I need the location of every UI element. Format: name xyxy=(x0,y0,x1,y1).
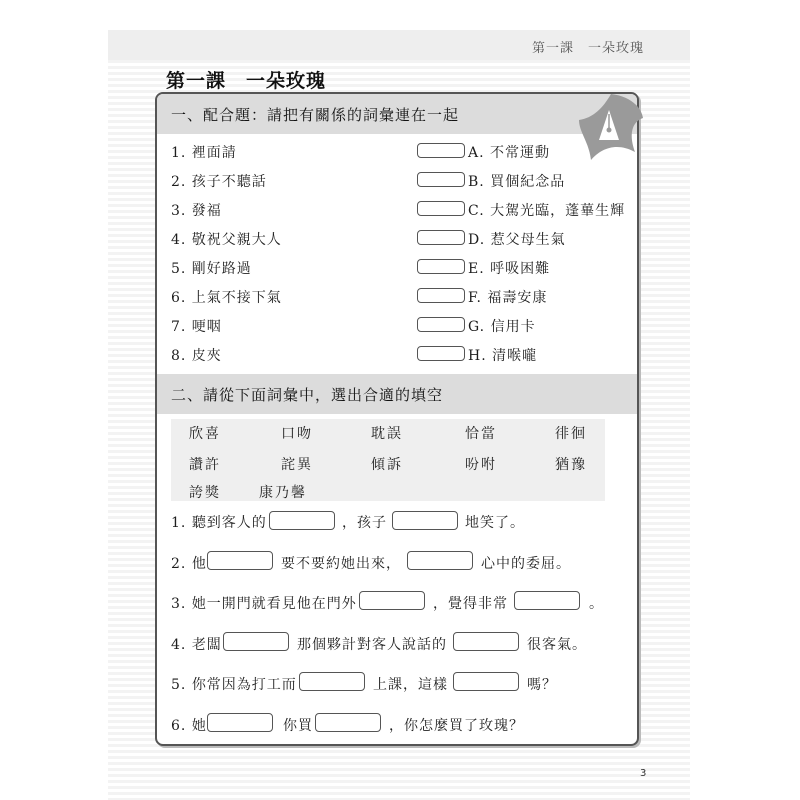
fill-blank[interactable] xyxy=(207,551,273,570)
fill-blank[interactable] xyxy=(392,511,458,530)
sentence-number: 3. xyxy=(171,596,192,612)
fill-blank[interactable] xyxy=(514,591,580,610)
match-item-6: 6. 上氣不接下氣 xyxy=(171,290,282,306)
word-bank-item: 吩咐 xyxy=(465,457,497,473)
sentence-text: 很客氣。 xyxy=(527,637,587,653)
fill-blank[interactable] xyxy=(269,511,335,530)
sentence-number: 5. xyxy=(171,677,192,693)
sentence-1 xyxy=(171,512,267,532)
option-c: C. 大駕光臨，蓬蓽生輝 xyxy=(468,203,626,219)
match-item-3: 3. 發福 xyxy=(171,203,222,219)
answer-box-6[interactable] xyxy=(417,288,465,303)
word-bank-item: 徘徊 xyxy=(555,426,587,442)
fill-blank[interactable] xyxy=(453,632,519,651)
sentence-text: 要不要約她出來， xyxy=(281,556,401,572)
word-bank-item: 恰當 xyxy=(465,426,497,442)
sentence-text: 她 xyxy=(191,718,207,734)
match-item-1: 1. 裡面請 xyxy=(171,145,237,161)
sentence-text: 。 xyxy=(589,596,604,612)
answer-box-8[interactable] xyxy=(417,346,465,361)
fill-blank[interactable] xyxy=(453,672,519,691)
pen-nib-icon xyxy=(577,92,645,162)
sentence-5 xyxy=(171,674,297,694)
match-item-7: 7. 哽咽 xyxy=(171,319,222,335)
sentence-text: 你常因為打工而 xyxy=(191,677,297,693)
sentence-4 xyxy=(171,634,222,654)
section2-header xyxy=(157,374,637,414)
answer-box-5[interactable] xyxy=(417,259,465,274)
sentence-text: 嗎？ xyxy=(527,677,557,693)
word-bank-item: 耽誤 xyxy=(371,426,403,442)
sentence-2 xyxy=(171,553,207,573)
option-e: E. 呼吸困難 xyxy=(468,261,551,277)
answer-box-4[interactable] xyxy=(417,230,465,245)
fill-blank[interactable] xyxy=(359,591,425,610)
word-bank-item: 康乃馨 xyxy=(259,485,307,501)
word-bank xyxy=(171,419,605,501)
sentence-text: 地笑了。 xyxy=(465,515,525,531)
sentence-text: 聽到客人的 xyxy=(191,515,267,531)
sentence-number: 2. xyxy=(171,556,192,572)
word-bank-item: 口吻 xyxy=(281,426,313,442)
option-d: D. 惹父母生氣 xyxy=(468,232,566,248)
match-item-5: 5. 剛好路過 xyxy=(171,261,252,277)
sentence-text: 他 xyxy=(191,556,207,572)
match-item-4: 4. 敬祝父親大人 xyxy=(171,232,282,248)
word-bank-item: 讚許 xyxy=(189,457,221,473)
option-a: A. 不常運動 xyxy=(468,145,551,161)
sentence-text: 心中的委屈。 xyxy=(481,556,571,572)
word-bank-item: 詫異 xyxy=(281,457,313,473)
section1-header xyxy=(157,94,637,134)
option-g: G. 信用卡 xyxy=(468,319,536,335)
sentence-text: 那個夥計對客人說話的 xyxy=(297,637,447,653)
answer-box-3[interactable] xyxy=(417,201,465,216)
option-f: F. 福壽安康 xyxy=(468,290,548,306)
sentence-text: ，你怎麼買了玫瑰？ xyxy=(389,718,524,734)
fill-blank[interactable] xyxy=(299,672,365,691)
option-h: H. 清喉嚨 xyxy=(468,348,538,364)
section2-title: 二、請從下面詞彙中，選出合適的填空 xyxy=(171,386,444,404)
word-bank-item: 猶豫 xyxy=(555,457,587,473)
sentence-text: 你買 xyxy=(283,718,313,734)
sentence-number: 1. xyxy=(171,515,192,531)
page-number: 3 xyxy=(640,768,647,779)
sentence-text: ，覺得非常 xyxy=(433,596,508,612)
sentence-text: 老闆 xyxy=(191,637,222,653)
sentence-number: 6. xyxy=(171,718,192,734)
lesson-title: 第一課 一朵玫瑰 xyxy=(166,70,327,92)
answer-box-1[interactable] xyxy=(417,143,465,158)
match-item-8: 8. 皮夾 xyxy=(171,348,222,364)
match-item-2: 2. 孩子不聽話 xyxy=(171,174,267,190)
answer-box-2[interactable] xyxy=(417,172,465,187)
word-bank-item: 誇獎 xyxy=(189,485,221,501)
fill-blank[interactable] xyxy=(407,551,473,570)
sentence-3 xyxy=(171,593,357,613)
section1-title: 一、配合題：請把有關係的詞彙連在一起 xyxy=(171,106,460,124)
word-bank-item: 欣喜 xyxy=(189,426,221,442)
sentence-number: 4. xyxy=(171,637,192,653)
option-b: B. 買個紀念品 xyxy=(468,174,566,190)
word-bank-item: 傾訴 xyxy=(371,457,403,473)
running-head: 第一課 一朵玫瑰 xyxy=(531,41,644,56)
fill-blank[interactable] xyxy=(207,713,273,732)
answer-box-7[interactable] xyxy=(417,317,465,332)
sentence-text: ，孩子 xyxy=(342,515,387,531)
sentence-6 xyxy=(171,715,207,735)
fill-blank[interactable] xyxy=(223,632,289,651)
sentence-text: 她一開門就看見他在門外 xyxy=(191,596,357,612)
sentence-text: 上課，這樣 xyxy=(373,677,448,693)
worksheet-box xyxy=(155,92,639,746)
fill-blank[interactable] xyxy=(315,713,381,732)
